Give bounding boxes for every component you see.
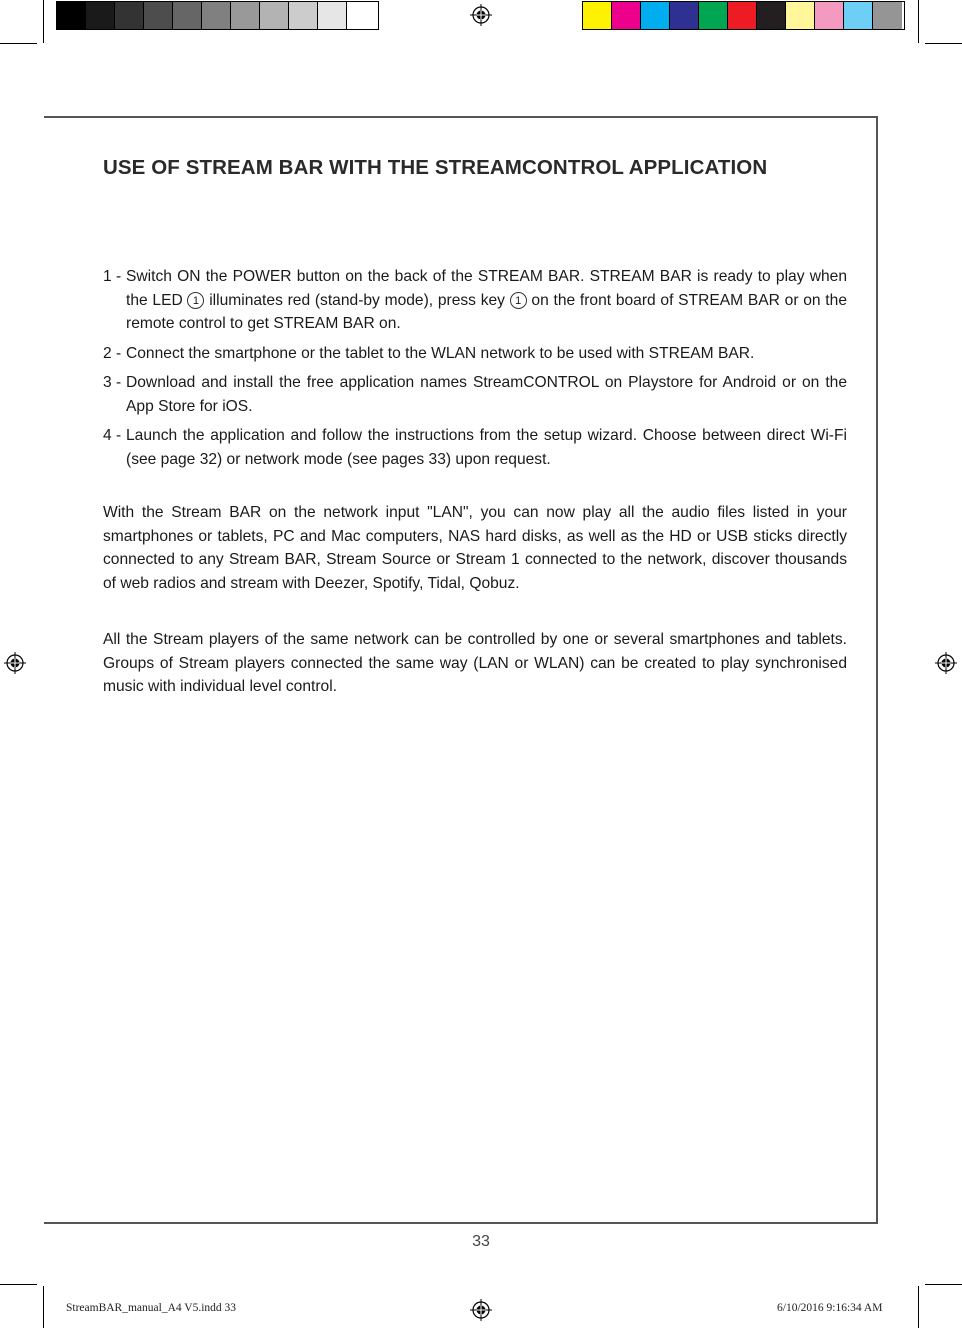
step-item-4 (103, 424, 847, 471)
crop-mark-bottom-right-h (925, 1284, 962, 1285)
graybar-swatch-10 (318, 2, 347, 29)
graybar-swatch-7 (231, 2, 260, 29)
colorbar-swatch-6 (728, 2, 757, 29)
colorbar-swatch-9 (815, 2, 844, 29)
colorbar-swatch-5 (699, 2, 728, 29)
colorbar-swatch-3 (641, 2, 670, 29)
power-key-badge: 1 (510, 292, 527, 309)
crop-mark-top-left-v (43, 0, 44, 43)
colorbar-swatch-10 (844, 2, 873, 29)
colorbar-swatch-7 (757, 2, 786, 29)
registration-mark-right-icon (935, 652, 957, 674)
paragraph-multiroom: All the Stream players of the same network can be controlled by one or several smartphones and tablets. Groups of Stream players connected the same way (LAN or WLAN) can be created to play synchronised music with individual level control. (103, 631, 847, 695)
step-item-2 (103, 342, 847, 366)
colorbar-swatch-8 (786, 2, 815, 29)
crop-mark-top-right-v (918, 0, 919, 43)
frame-right-border (876, 116, 878, 1224)
crop-mark-bottom-right-v (918, 1286, 919, 1328)
registration-mark-bottom-icon (470, 1299, 492, 1321)
step-text: on the front board of STREAM BAR or on the remote control to get STREAM BAR on. (126, 291, 847, 332)
step-text: illuminates red (stand-by mode), press key (204, 291, 510, 309)
graybar-swatch-6 (202, 2, 231, 29)
frame-bottom-border (44, 1222, 878, 1224)
graybar-swatch-4 (144, 2, 173, 29)
graybar-swatch-1 (57, 2, 86, 29)
colorbar-swatch-11 (873, 2, 902, 29)
step-item-1 (103, 265, 847, 336)
colorbar-swatch-4 (670, 2, 699, 29)
crop-mark-top-left-h (0, 43, 37, 44)
graybar-swatch-11 (347, 2, 376, 29)
step-number: 1 - (103, 268, 122, 285)
step-text: Launch the application and follow the instructions from the setup wizard. Choose between direct Wi-Fi (see page 32) or network mode (see pages 33) upon request. (126, 427, 847, 468)
slug-filename: StreamBAR_manual_A4 V5.indd 33 (66, 1302, 237, 1314)
crop-mark-bottom-left-h (0, 1284, 37, 1285)
page-title: USE OF STREAM BAR WITH THE STREAMCONTROL APPLICATION (103, 156, 768, 179)
graybar-swatch-9 (289, 2, 318, 29)
step-item-3 (103, 371, 847, 418)
graybar-swatch-3 (115, 2, 144, 29)
crop-mark-bottom-left-v (43, 1286, 44, 1328)
colorbar-swatch-2 (612, 2, 641, 29)
gray-calibration-bar (56, 1, 379, 30)
steps-list (103, 265, 847, 477)
registration-mark-top-icon (470, 4, 492, 26)
graybar-swatch-2 (86, 2, 115, 29)
crop-mark-top-right-h (925, 43, 962, 44)
color-calibration-bar (582, 1, 905, 30)
frame-top-border (44, 116, 878, 118)
step-text: Download and install the free application names StreamCONTROL on Playstore for Android or on the App Store for iOS. (126, 374, 847, 415)
step-text: Connect the smartphone or the tablet to the WLAN network to be used with STREAM BAR. (126, 344, 755, 362)
colorbar-swatch-1 (583, 2, 612, 29)
registration-mark-left-icon (4, 652, 26, 674)
paragraph-network-playback: With the Stream BAR on the network input "LAN", you can now play all the audio files listed in your smartphones or tablets, PC and Mac computers, NAS hard disks, as well as the HD or USB sticks directly connected to any Stream BAR, Stream Source or Stream 1 connected to the network, discover thousands of web radios and stream with Deezer, Spotify, Tidal, Qobuz. (103, 504, 847, 592)
step-number: 3 - (103, 374, 122, 391)
page-number: 33 (472, 1233, 490, 1250)
step-number: 2 - (103, 344, 122, 362)
led-key-badge: 1 (187, 292, 204, 309)
graybar-swatch-5 (173, 2, 202, 29)
step-text: Switch ON the POWER button on the back of the STREAM BAR. STREAM BAR is ready to play when the LED (126, 268, 847, 309)
graybar-swatch-8 (260, 2, 289, 29)
step-number: 4 - (103, 427, 122, 444)
slug-timestamp: 6/10/2016 9:16:34 AM (777, 1302, 883, 1314)
